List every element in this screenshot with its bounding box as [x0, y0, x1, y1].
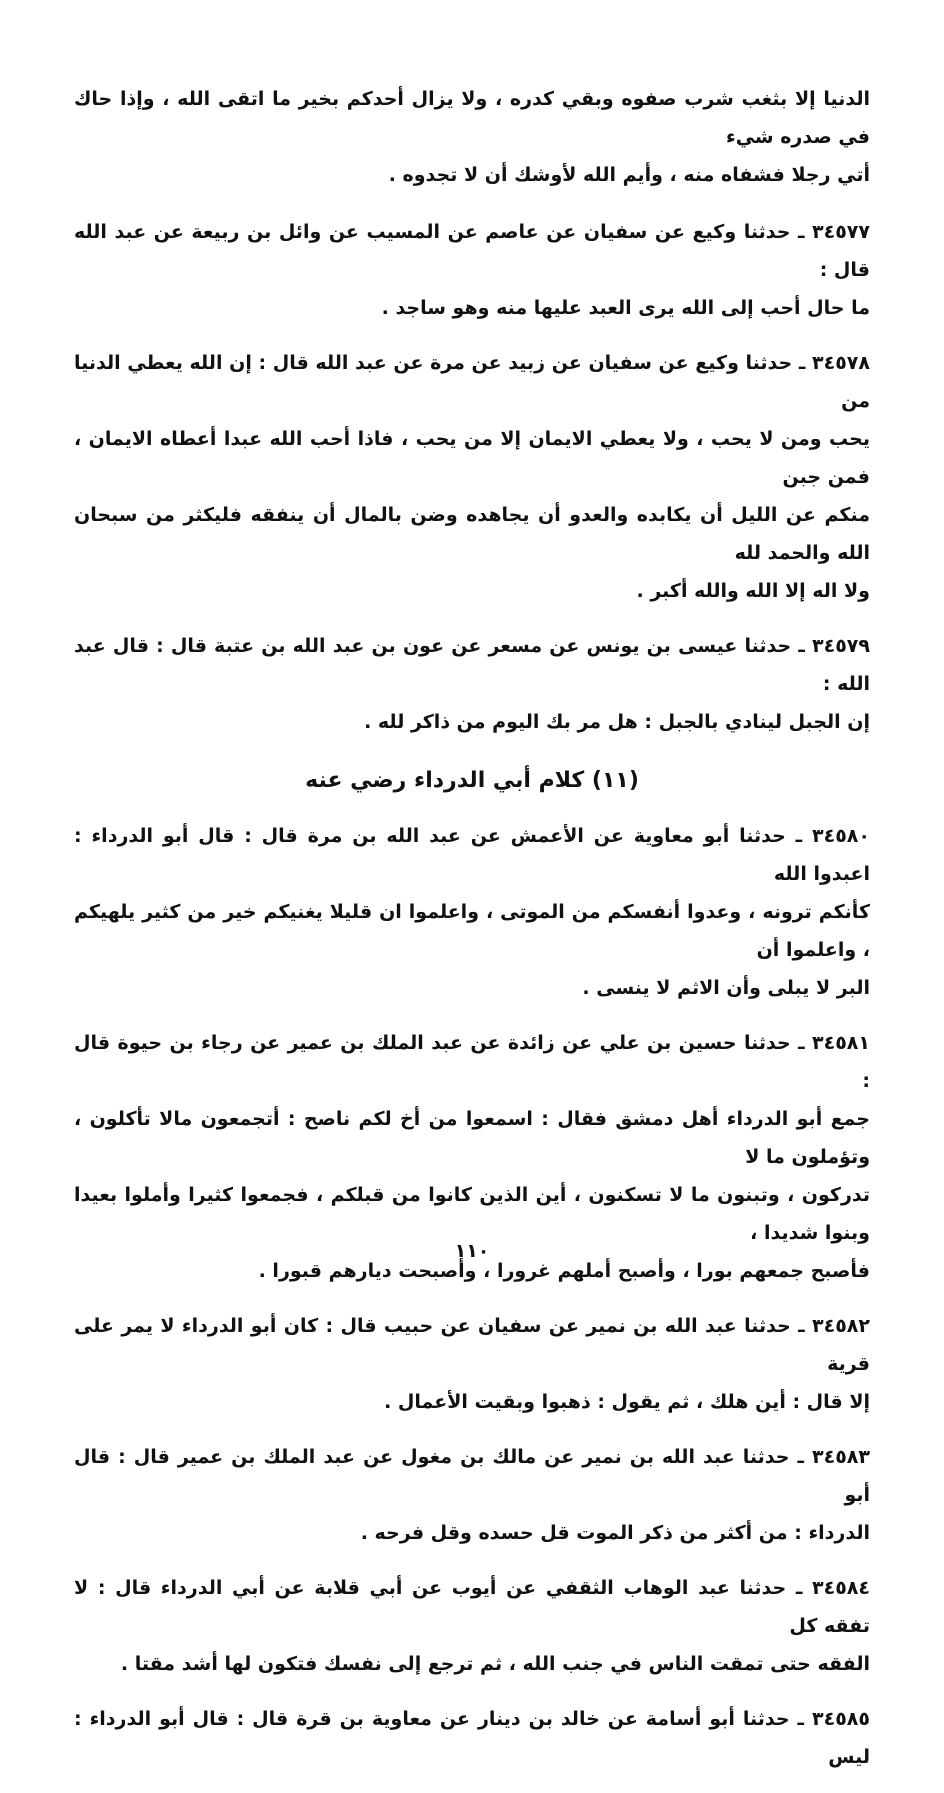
- text-line: ٣٤٥٨٢ ـ حدثنا عبد الله بن نمير عن سفيان عن حبيب قال : كان أبو الدرداء لا يمر على قرية: [74, 1315, 870, 1375]
- hadith-34585: [74, 1700, 870, 1776]
- text-line: ٣٤٥٧٨ ـ حدثنا وكيع عن سفيان عن زبيد عن مرة عن عبد الله قال : إن الله يعطي الدنيا من: [74, 352, 870, 412]
- text-line: الفقه حتى تمقت الناس في جنب الله ، ثم ترجع إلى نفسك فتكون لها أشد مقتا .: [120, 1653, 870, 1675]
- text-line: فأصبح جمعهم بورا ، وأصبح أملهم غرورا ، وأصبحت ديارهم قبورا .: [258, 1260, 870, 1282]
- text-line: منكم عن الليل أن يكابده والعدو أن يجاهده وضن بالمال أن ينفقه فليكثر من سبحان الله والحمد لله: [74, 504, 870, 564]
- text-line: يحب ومن لا يحب ، ولا يعطي الايمان إلا من يحب ، فاذا أحب الله عبدا أعطاه الايمان ، فمن جبن: [74, 428, 870, 488]
- document-page: [74, 80, 870, 1793]
- text-line: ما حال أحب إلى الله يرى العبد عليها منه وهو ساجد .: [381, 297, 870, 319]
- hadith-34578: [74, 344, 870, 610]
- text-line: إلا قال : أين هلك ، ثم يقول : ذهبوا وبقيت الأعمال .: [384, 1391, 870, 1413]
- section-heading: (١١) كلام أبي الدرداء رضي عنه: [305, 768, 639, 793]
- text-line: ولا اله إلا الله والله أكبر .: [636, 580, 870, 602]
- hadith-34582: [74, 1307, 870, 1421]
- hadith-34577: [74, 213, 870, 327]
- continued-paragraph: [74, 80, 870, 194]
- hadith-34583: [74, 1438, 870, 1552]
- text-line: إن الجبل لينادي بالجبل : هل مر بك اليوم من ذاكر لله .: [364, 711, 870, 733]
- text-line: جمع أبو الدرداء أهل دمشق فقال : اسمعوا من أخ لكم ناصح : أتجمعون مالا تأكلون ، وتؤملون ما لا: [74, 1108, 870, 1168]
- text-line: ٣٤٥٧٧ ـ حدثنا وكيع عن سفيان عن عاصم عن المسيب عن وائل بن ربيعة عن عبد الله قال :: [74, 221, 870, 281]
- page-number: ١١٠: [454, 1240, 490, 1262]
- text-line: كأنكم ترونه ، وعدوا أنفسكم من الموتى ، واعلموا ان قليلا يغنيكم خير من كثير يلهيكم ، واعلموا أن: [74, 901, 870, 961]
- hadith-34584: [74, 1569, 870, 1683]
- text-line: الدرداء : من أكثر من ذكر الموت قل حسده وقل فرحه .: [360, 1522, 870, 1544]
- text-line: البر لا يبلى وأن الاثم لا ينسى .: [582, 977, 870, 999]
- text-line: ٣٤٥٧٩ ـ حدثنا عيسى بن يونس عن مسعر عن عون بن عبد الله بن عتبة قال : قال عبد الله :: [74, 635, 870, 695]
- text-line: ٣٤٥٨٣ ـ حدثنا عبد الله بن نمير عن مالك بن مغول عن عبد الملك بن عمير قال : قال أبو: [74, 1446, 870, 1506]
- text-line: ٣٤٥٨٤ ـ حدثنا عبد الوهاب الثقفي عن أيوب عن أبي قلابة عن أبي الدرداء قال : لا تفقه كل: [74, 1577, 870, 1637]
- hadith-34579: [74, 627, 870, 741]
- text-line: ٣٤٥٨٥ ـ حدثنا أبو أسامة عن خالد بن دينار عن معاوية بن قرة قال : قال أبو الدرداء : ليس: [74, 1708, 870, 1768]
- text-line: ٣٤٥٨١ ـ حدثنا حسين بن علي عن زائدة عن عبد الملك بن عمير عن رجاء بن حيوة قال :: [74, 1032, 870, 1092]
- text-line: ٣٤٥٨٠ ـ حدثنا أبو معاوية عن الأعمش عن عبد الله بن مرة قال : قال أبو الدرداء : اعبدوا الله: [74, 825, 870, 885]
- text-line: الدنيا إلا بثغب شرب صفوه وبقي كدره ، ولا يزال أحدكم بخير ما اتقى الله ، وإذا حاك في صدره شيء: [74, 88, 870, 148]
- text-line: أتي رجلا فشفاه منه ، وأيم الله لأوشك أن لا تجدوه .: [388, 164, 870, 186]
- hadith-34580: [74, 817, 870, 1007]
- text-line: تدركون ، وتبنون ما لا تسكنون ، أين الذين كانوا من قبلكم ، فجمعوا كثيرا وأملوا بعيدا وبنوا شديدا ،: [74, 1184, 870, 1244]
